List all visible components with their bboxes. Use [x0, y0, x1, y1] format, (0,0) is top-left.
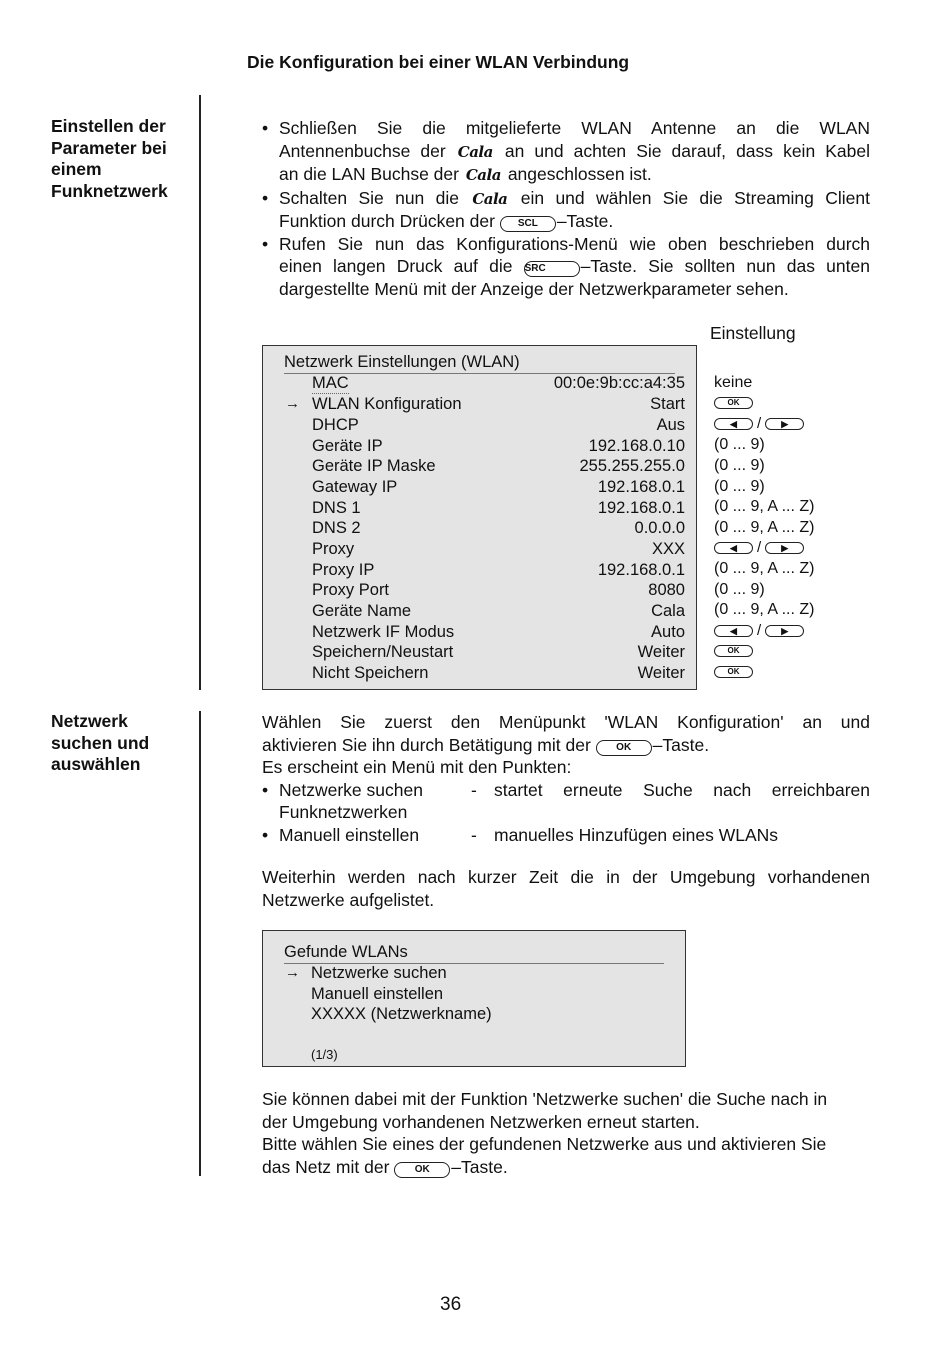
- bullet-dot-icon: •: [262, 187, 269, 208]
- bullet-item: • Netzwerke suchen - startet erneute Suche nach erreichbaren Funknetzwerken: [262, 779, 870, 822]
- setting-left-right: ◀ / ▶: [714, 621, 804, 641]
- section-divider-line: [199, 95, 201, 690]
- section-divider-line: [199, 711, 201, 1176]
- setting-range-digits: (0 ... 9): [714, 478, 765, 495]
- right-key-icon: ▶: [765, 418, 804, 430]
- brand-logo: Cala: [465, 166, 501, 184]
- ok-key-icon: OK: [714, 666, 753, 678]
- setting-ok: [714, 393, 753, 413]
- menu-pager: (1/3): [311, 1047, 338, 1062]
- bullet-dot-icon: •: [262, 779, 269, 800]
- section-heading-search-select: Netzwerk suchen und auswählen: [51, 711, 150, 774]
- menu-row-mac: MAC 00:0e:9b:cc:a4:35: [312, 374, 685, 392]
- setting-range-alnum: (0 ... 9, A ... Z): [714, 498, 815, 515]
- setting-range-alnum: (0 ... 9, A ... Z): [714, 601, 815, 618]
- menu-row-device-name[interactable]: Geräte Name Cala: [312, 602, 685, 620]
- bullet-item: • Schließen Sie die mitgelieferte WLAN Antenne an die WLAN Antennenbuchse der Cala an und achten Sie darauf, dass kein Kabel an die LAN Buchse der Cala angeschlossen ist.: [262, 118, 870, 184]
- menu-row-dont-save[interactable]: Nicht Speichern Weiter: [312, 664, 685, 682]
- setting-none: keine: [714, 374, 753, 391]
- bullet-item: • Rufen Sie nun das Konfigurations-Menü wie oben beschrieben durch einen langen Druck auf die SRC –Taste. Sie sollten nun das unten dargestellte Menü mit der Anzeige der Netzwerkparameter sehen.: [262, 233, 870, 299]
- setting-left-right: ◀ / ▶: [714, 538, 804, 558]
- setting-left-right: ◀ / ▶: [714, 414, 804, 434]
- setting-range-alnum: (0 ... 9, A ... Z): [714, 560, 815, 577]
- ok-key-icon: OK: [596, 740, 652, 756]
- menu-row-device-ip[interactable]: Geräte IP 192.168.0.10: [312, 437, 685, 455]
- bullet-dot-icon: •: [262, 233, 269, 254]
- network-settings-menu: [262, 345, 697, 690]
- brand-logo: Cala: [472, 189, 508, 208]
- left-key-icon: ◀: [714, 625, 753, 637]
- ok-key-icon: OK: [394, 1162, 450, 1178]
- selection-arrow-icon: →: [285, 964, 300, 981]
- bullet-item: • Manuell einstellen - manuelles Hinzufügen eines WLANs: [262, 824, 779, 845]
- setting-range-digits: (0 ... 9): [714, 436, 765, 453]
- setting-range-alnum: (0 ... 9, A ... Z): [714, 519, 815, 536]
- ok-key-icon: OK: [714, 645, 753, 657]
- found-wlans-menu: Gefunde WLANs → Netzwerke suchen Manuell einstellen XXXXX (Netzwerkname) (1/3): [262, 930, 686, 1067]
- scl-key-icon: SCL: [500, 216, 556, 232]
- menu-row-dns1[interactable]: DNS 1 192.168.0.1: [312, 499, 685, 517]
- menu-title: Gefunde WLANs: [284, 943, 408, 961]
- menu-row-gateway-ip[interactable]: Gateway IP 192.168.0.1: [312, 478, 685, 496]
- section1-instructions: [262, 117, 870, 300]
- left-key-icon: ◀: [714, 542, 753, 554]
- menu-row-device-ip-mask[interactable]: Geräte IP Maske 255.255.255.0: [312, 457, 685, 475]
- menu-row-proxy-port[interactable]: Proxy Port 8080: [312, 581, 685, 599]
- menu-row-dns2[interactable]: DNS 2 0.0.0.0: [312, 519, 685, 537]
- setting-ok: [714, 662, 753, 682]
- ok-key-icon: OK: [714, 397, 753, 409]
- left-key-icon: ◀: [714, 418, 753, 430]
- bullet-item: • Schalten Sie nun die Cala ein und wählen Sie die Streaming Client Funktion durch Drücken der SCL –Taste.: [262, 187, 870, 231]
- setting-ok: [714, 641, 753, 661]
- section2-instructions: Wählen Sie zuerst den Menüpunkt 'WLAN Konfiguration' an und aktivieren Sie ihn durch Betätigung mit der OK –Taste. Es erscheint ein Menü mit den Punkten: • Netzwerke suchen - startet erneute Suche nach erreichbaren Funknetzwerken • Manuell einstellen - manuelles Hinzufügen eines WLANs Weiterhin werden nach kurzer Zeit die in der Umgebung vorhandenen Netzwerke aufgelistet.: [262, 712, 870, 910]
- menu-row-dhcp[interactable]: DHCP Aus: [312, 416, 685, 434]
- src-key-icon: SRC: [524, 261, 580, 277]
- brand-logo: Cala: [457, 142, 493, 161]
- bullet-dot-icon: •: [262, 824, 269, 845]
- bullet-dot-icon: •: [262, 118, 269, 138]
- right-key-icon: ▶: [765, 542, 804, 554]
- right-key-icon: ▶: [765, 625, 804, 637]
- menu-row-save-restart[interactable]: Speichern/Neustart Weiter: [312, 643, 685, 661]
- settings-column-header: Einstellung: [710, 323, 796, 343]
- setting-range-digits: (0 ... 9): [714, 457, 765, 474]
- selection-arrow-icon: →: [285, 395, 300, 412]
- setting-range-digits: (0 ... 9): [714, 581, 765, 598]
- page-title: Die Konfiguration bei einer WLAN Verbindung: [247, 52, 630, 72]
- menu-row-proxy[interactable]: Proxy XXX: [312, 540, 685, 558]
- menu-row-proxy-ip[interactable]: Proxy IP 192.168.0.1: [312, 561, 685, 579]
- menu-row-network-if-mode[interactable]: Netzwerk IF Modus Auto: [312, 623, 685, 641]
- page-number: 36: [440, 1294, 462, 1315]
- menu-title: Netzwerk Einstellungen (WLAN): [284, 353, 520, 371]
- section2-closing-text: Sie können dabei mit der Funktion 'Netzwerke suchen' die Suche nach in der Umgebung vorhandenen Netzwerken erneut starten. Bitte wählen Sie eines der gefundenen Netzwerke aus und aktivieren Sie das Netz mit der OK –Taste.: [262, 1089, 828, 1177]
- menu-row-wlan-configuration[interactable]: → WLAN Konfiguration Start: [285, 395, 685, 413]
- section-heading-parameters: Einstellen der Parameter bei einem Funknetzwerk: [51, 116, 168, 201]
